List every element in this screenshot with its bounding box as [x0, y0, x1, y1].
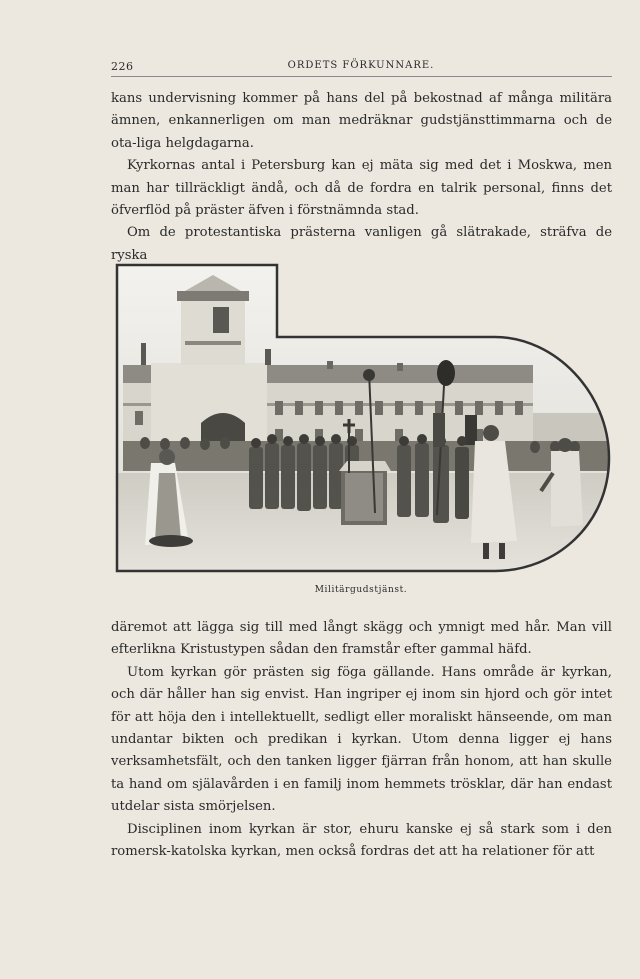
paragraph: Kyrkornas antal i Petersburg kan ej mäta sig med det i Moskwa, men man har tillräckligt ändå, och då de fordra en talrik personal, finns det öfverflöd på präster äfven i förstnämnda stad.	[111, 158, 612, 219]
photograph	[115, 263, 611, 575]
paragraph: Utom kyrkan gör prästen sig föga gällande. Hans område är kyrkan, och där håller han sig envist. Han ingriper ej inom sin hjord och gör intet för att höja den i intellektuellt, sedligt eller moraliskt hänseende, om man undantar bikten och predikan i kyrkan. Utom denna ligger ej hans verksamhetsfält, och den tanken ligger fjärran från honom, att han skulle ta hand om själavården i en familj inom hemmets trösklar, där han endast utdelar sista smörjelsen.	[111, 664, 612, 815]
running-title: ORDETS FÖRKUNNARE.	[287, 60, 435, 71]
figure-caption: Militärgudstjänst.	[314, 585, 408, 595]
photo-illustration	[115, 263, 611, 575]
paragraph: kans undervisning kommer på hans del på bekostnad af många militära ämnen, enkannerligen om man medräknar gudstjänsttimmarna och de ota-liga helgdagarna.	[111, 91, 612, 151]
body-text-top	[111, 88, 612, 267]
page-number: 226	[111, 60, 134, 73]
body-text-bottom	[111, 617, 612, 863]
header-rule	[111, 76, 612, 77]
paragraph: däremot att lägga sig till med långt skägg och ymnigt med hår. Man vill efterlikna Kristustypen sådan den framstår efter gammal häfd.	[111, 620, 612, 658]
paragraph: Om de protestantiska prästerna vanligen gå slätrakade, sträfva de ryska	[111, 225, 612, 263]
paragraph: Disciplinen inom kyrkan är stor, ehuru kanske ej så stark som i den romersk-katolska kyrkan, men också fordras det att ha relationer för att	[111, 821, 612, 860]
